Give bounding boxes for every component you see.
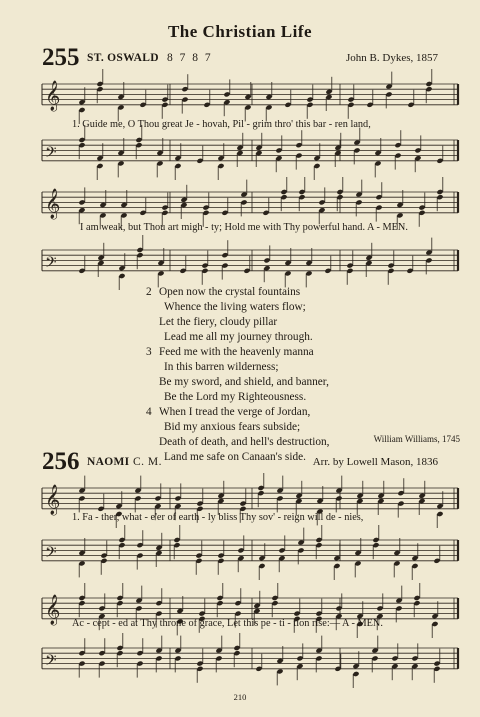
stanza-line: Open now the crystal fountains	[159, 286, 301, 298]
section-header: The Christian Life	[167, 22, 313, 41]
stanza-line: Whence the living waters flow;	[164, 301, 306, 313]
stanza-line: Be the Lord my Righteousness.	[164, 391, 307, 403]
stanza-line: Death of death, and hell's destruction,	[159, 436, 330, 448]
stanza-line: In this barren wilderness;	[164, 361, 279, 373]
lyrics-line: Ac - cept - ed at Thy throne of grace, Let this pe - ti - tion rise:— A - MEN.	[72, 618, 383, 629]
stanza-line: Land me safe on Canaan's side.	[164, 451, 306, 463]
svg-text:𝄞: 𝄞	[45, 484, 61, 515]
svg-text:𝄢: 𝄢	[45, 543, 57, 565]
svg-text:𝄢: 𝄢	[45, 143, 57, 165]
stanza-number: 2	[146, 286, 152, 298]
composer: Arr. by Lowell Mason, 1836	[312, 456, 438, 468]
tune-name: ST. OSWALD	[87, 52, 159, 64]
music-system-5	[0, 476, 480, 536]
lyrics-line: I am weak, but Thou art migh - ty; Hold me with Thy powerful hand. A - MEN.	[80, 222, 408, 233]
stanza-line: Bid my anxious fears subside;	[164, 421, 301, 433]
svg-text:𝄞: 𝄞	[45, 188, 61, 219]
author-attribution: William Williams, 1745	[373, 434, 460, 444]
stanza-line: Feed me with the heavenly manna	[159, 346, 314, 358]
lyrics-line: 1. Fa - ther, what - e'er of earth - ly bliss Thy sov' - reign will de - nies,	[72, 512, 364, 523]
page-number: 210	[233, 692, 247, 702]
lyrics-line: 1. Guide me, O Thou great Je - hovah, Pil - grim thro' this bar - ren land,	[72, 119, 371, 130]
hymn-number: 255	[42, 44, 80, 71]
svg-text:𝄢: 𝄢	[45, 253, 57, 275]
meter: C. M.	[133, 456, 163, 468]
music-system-6	[0, 528, 480, 588]
stanza-number: 4	[146, 406, 152, 418]
svg-text:𝄢: 𝄢	[45, 651, 57, 673]
stanza	[146, 345, 330, 405]
stanza-line: When I tread the verge of Jordan,	[159, 406, 311, 418]
stanza-line: Lead me all my journey through.	[164, 331, 313, 343]
tune-name: NAOMI	[87, 456, 130, 468]
stanza-line: Let the fiery, cloudy pillar	[159, 316, 278, 328]
svg-text:𝄞: 𝄞	[45, 594, 61, 625]
stanza-number: 3	[146, 346, 152, 358]
hymn-number: 256	[42, 448, 80, 475]
svg-text:𝄞: 𝄞	[45, 80, 61, 111]
music-system-2	[0, 128, 480, 188]
meter: 8 7 8 7	[167, 52, 213, 64]
stanza	[146, 285, 330, 345]
composer: John B. Dykes, 1857	[346, 52, 438, 64]
music-system-8	[0, 636, 480, 696]
stanza-line: Be my sword, and shield, and banner,	[159, 376, 329, 388]
